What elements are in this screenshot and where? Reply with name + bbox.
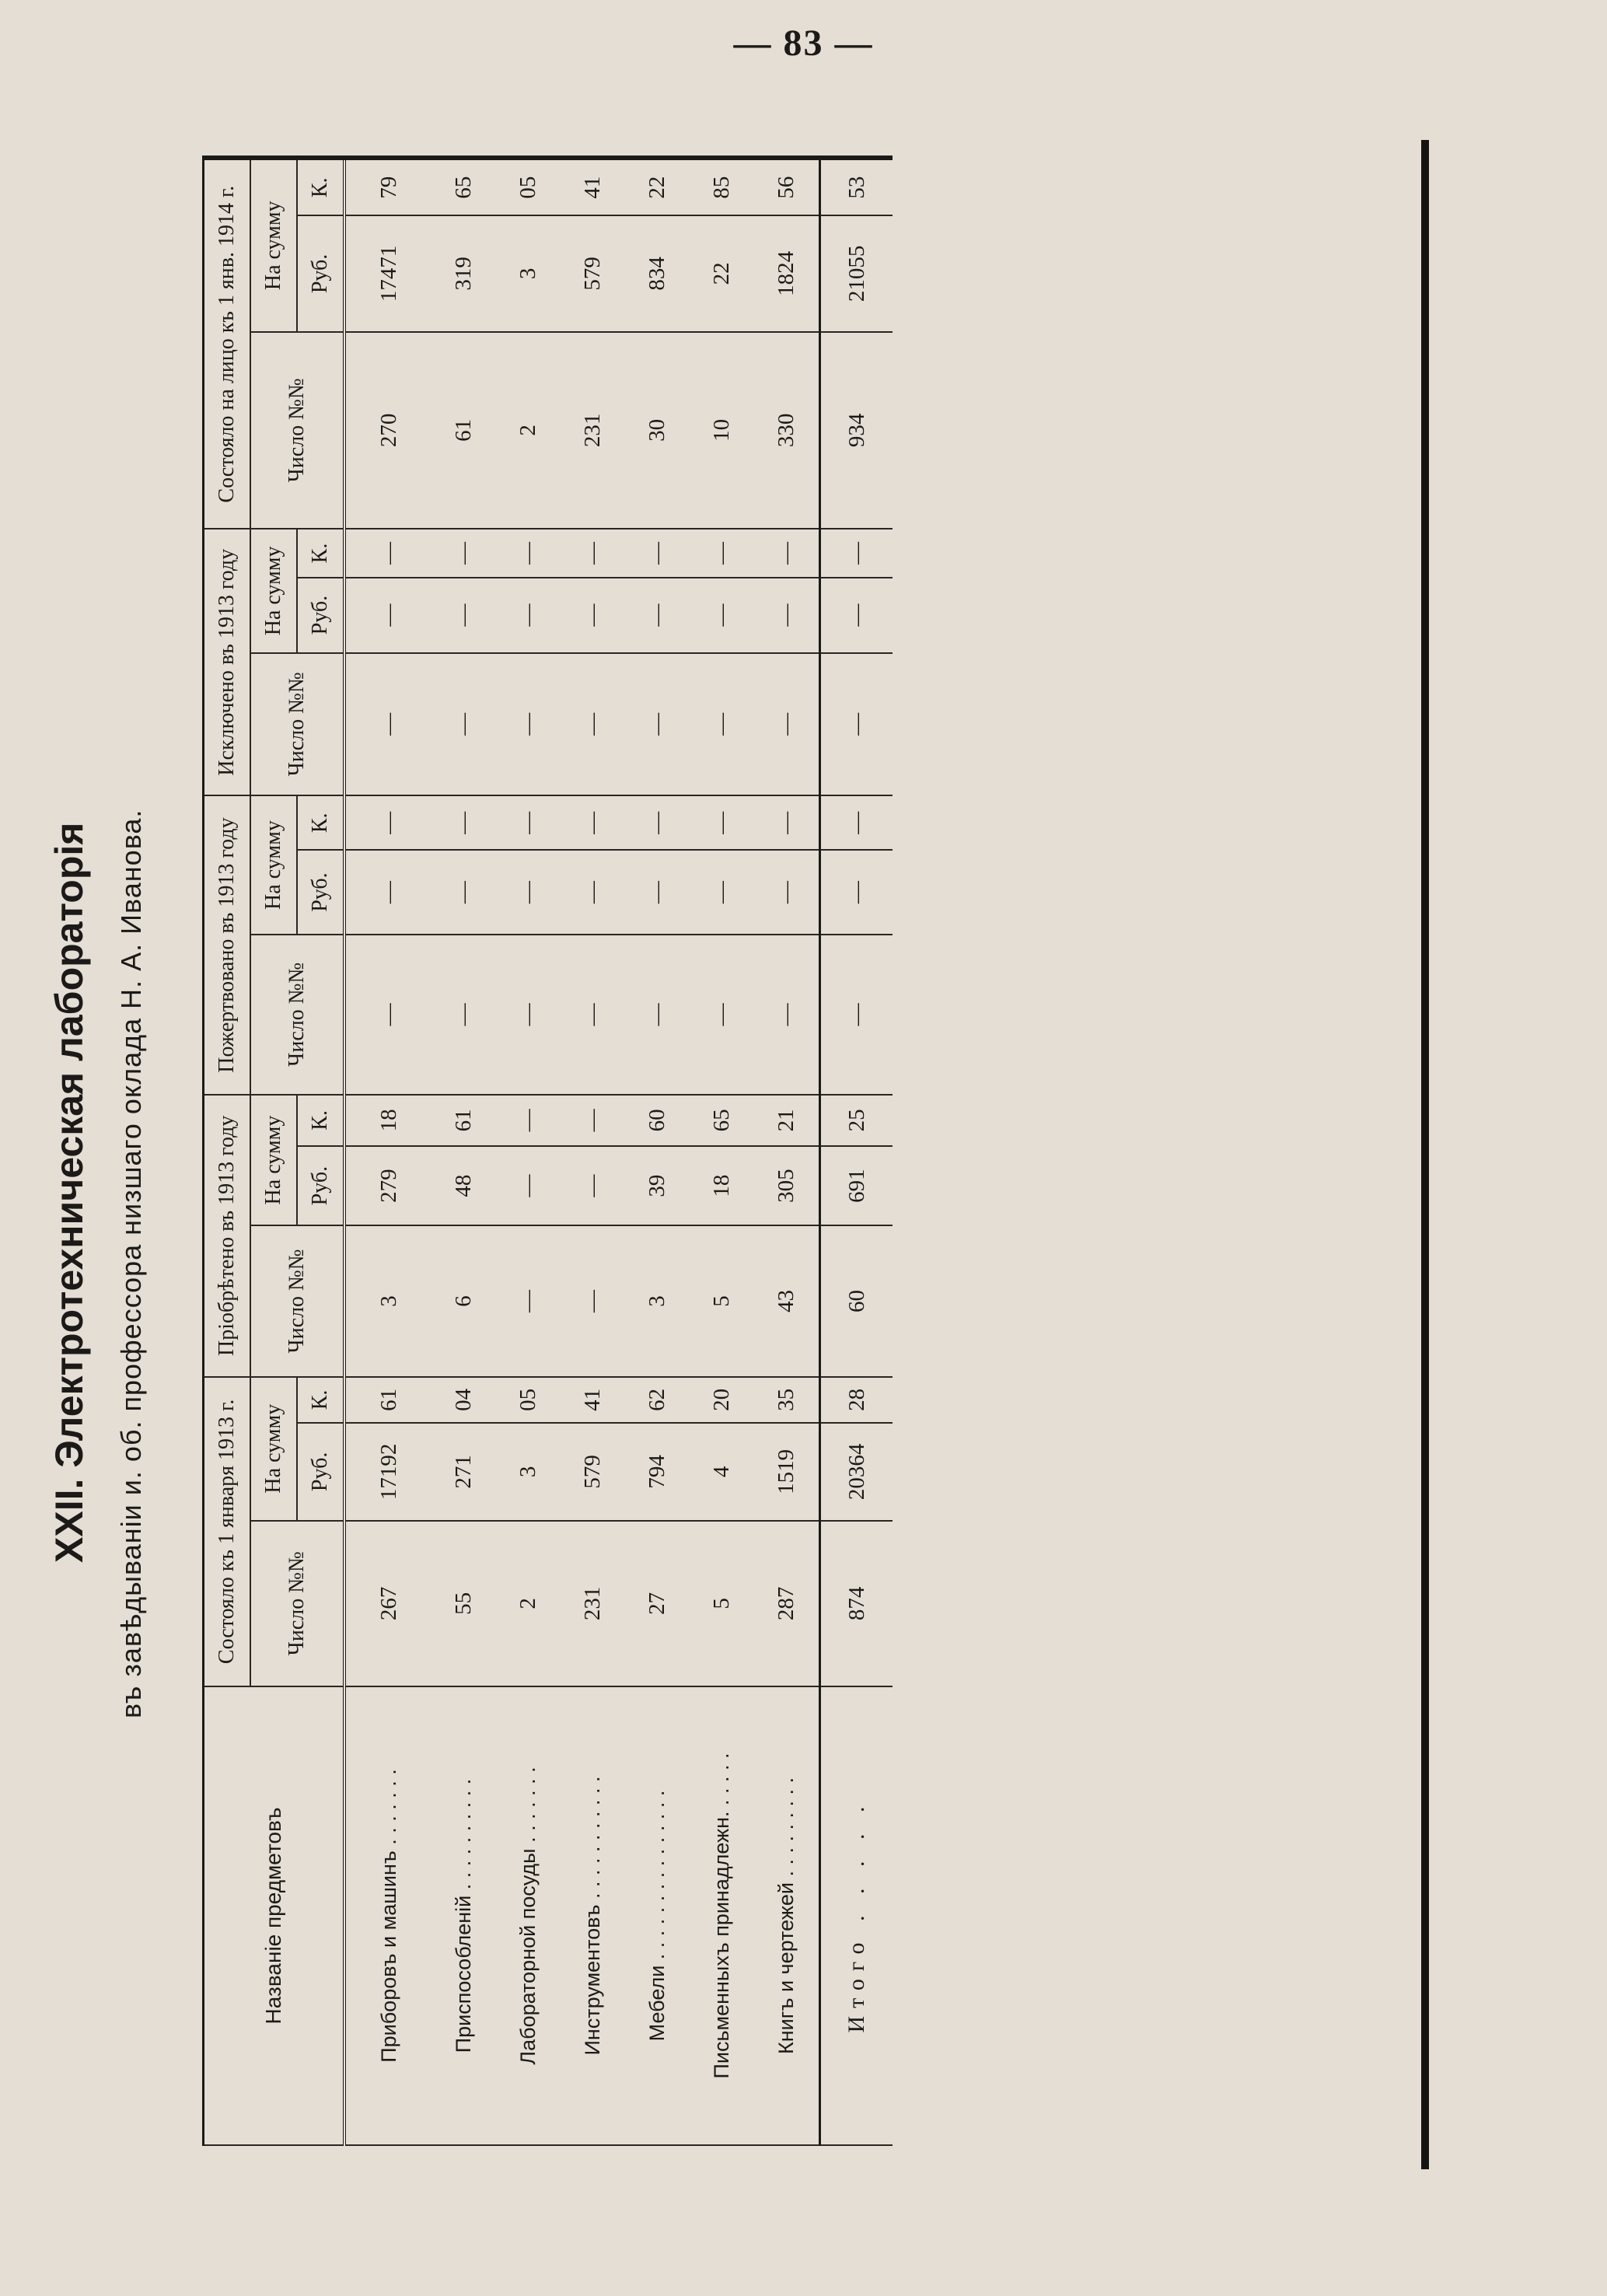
cell-rub: 305 bbox=[754, 1146, 820, 1225]
kop-header: К. bbox=[297, 1377, 344, 1423]
cell-kop: — bbox=[690, 529, 754, 577]
table-row bbox=[754, 158, 820, 2145]
cell-rub: — bbox=[625, 578, 690, 653]
sum-header: На сумму bbox=[250, 158, 297, 332]
cell-count: 231 bbox=[561, 1521, 625, 1686]
cell-count: 2 bbox=[496, 1521, 561, 1686]
total-count: — bbox=[820, 935, 893, 1095]
item-name: Письменныхъ принадлежн. . . . . . bbox=[690, 1686, 754, 2145]
count-header: Число №№ bbox=[250, 1521, 344, 1686]
cell-rub: — bbox=[690, 578, 754, 653]
cell-kop: 61 bbox=[344, 1377, 431, 1423]
kop-header: К. bbox=[297, 1095, 344, 1146]
table-total bbox=[820, 158, 893, 2145]
group-header-excluded-1913: Исключено въ 1913 году bbox=[204, 529, 251, 795]
total-label: Итого . . . . . bbox=[820, 1686, 893, 2145]
cell-count: 3 bbox=[625, 1225, 690, 1376]
cell-kop: 61 bbox=[431, 1095, 496, 1146]
cell-rub: 3 bbox=[496, 215, 561, 331]
cell-count: — bbox=[344, 935, 431, 1095]
group-header-start-1913: Состояло къ 1 января 1913 г. bbox=[204, 1377, 251, 1686]
total-count: 934 bbox=[820, 332, 893, 529]
kop-header: К. bbox=[297, 158, 344, 215]
table-row bbox=[431, 158, 496, 2145]
group-header-on-hand-1914: Состояло на лицо къ 1 янв. 1914 г. bbox=[204, 158, 251, 529]
cell-count: — bbox=[754, 935, 820, 1095]
total-rub: 20364 bbox=[820, 1423, 893, 1521]
cell-count: 30 bbox=[625, 332, 690, 529]
cell-count: — bbox=[561, 653, 625, 796]
item-name: Мебели . . . . . . . . . . . . . . . bbox=[625, 1686, 690, 2145]
cell-count: 3 bbox=[344, 1225, 431, 1376]
cell-count: 43 bbox=[754, 1225, 820, 1376]
count-header: Число №№ bbox=[250, 332, 344, 529]
page-number: — 83 — bbox=[733, 23, 874, 64]
item-name: Лабораторной посуды . . . . . . . bbox=[496, 1686, 561, 2145]
cell-rub: 17192 bbox=[344, 1423, 431, 1521]
cell-rub: 3 bbox=[496, 1423, 561, 1521]
cell-count: — bbox=[561, 935, 625, 1095]
rub-header: Руб. bbox=[297, 215, 344, 331]
cell-kop: 60 bbox=[625, 1095, 690, 1146]
name-column-header: Названіе предметовъ bbox=[204, 1686, 345, 2145]
cell-rub: — bbox=[754, 850, 820, 934]
cell-rub: 17471 bbox=[344, 215, 431, 331]
cell-count: 61 bbox=[431, 332, 496, 529]
cell-rub: 279 bbox=[344, 1146, 431, 1225]
cell-count: — bbox=[690, 935, 754, 1095]
inventory-table bbox=[202, 156, 893, 2146]
sum-header: На сумму bbox=[250, 1095, 297, 1225]
total-rub: — bbox=[820, 850, 893, 934]
cell-rub: 18 bbox=[690, 1146, 754, 1225]
cell-kop: — bbox=[561, 529, 625, 577]
cell-rub: — bbox=[431, 578, 496, 653]
count-header: Число №№ bbox=[250, 653, 344, 796]
cell-kop: — bbox=[754, 529, 820, 577]
table-row bbox=[690, 158, 754, 2145]
cell-count: 27 bbox=[625, 1521, 690, 1686]
total-kop: — bbox=[820, 529, 893, 577]
total-count: 874 bbox=[820, 1521, 893, 1686]
cell-rub: 579 bbox=[561, 1423, 625, 1521]
cell-kop: — bbox=[690, 795, 754, 850]
cell-rub: 319 bbox=[431, 215, 496, 331]
sum-header: На сумму bbox=[250, 795, 297, 935]
cell-kop: — bbox=[496, 529, 561, 577]
cell-kop: — bbox=[561, 1095, 625, 1146]
cell-count: 10 bbox=[690, 332, 754, 529]
cell-count: — bbox=[431, 653, 496, 796]
cell-count: 270 bbox=[344, 332, 431, 529]
total-row bbox=[820, 158, 893, 2145]
cell-kop: 56 bbox=[754, 158, 820, 215]
count-header: Число №№ bbox=[250, 935, 344, 1095]
cell-rub: — bbox=[431, 850, 496, 934]
total-kop: — bbox=[820, 795, 893, 850]
cell-rub: 39 bbox=[625, 1146, 690, 1225]
cell-kop: 22 bbox=[625, 158, 690, 215]
total-kop: 53 bbox=[820, 158, 893, 215]
cell-count: — bbox=[561, 1225, 625, 1376]
cell-count: 287 bbox=[754, 1521, 820, 1686]
cell-rub: — bbox=[754, 578, 820, 653]
cell-rub: 22 bbox=[690, 215, 754, 331]
cell-count: 6 bbox=[431, 1225, 496, 1376]
total-kop: 28 bbox=[820, 1377, 893, 1423]
item-name: Приспособленій . . . . . . . . . . bbox=[431, 1686, 496, 2145]
cell-rub: — bbox=[561, 578, 625, 653]
rub-header: Руб. bbox=[297, 850, 344, 934]
cell-kop: 05 bbox=[496, 158, 561, 215]
total-rub: 21055 bbox=[820, 215, 893, 331]
cell-rub: — bbox=[561, 1146, 625, 1225]
item-name: Книгъ и чертежей . . . . . . . . . bbox=[754, 1686, 820, 2145]
sum-header: На сумму bbox=[250, 529, 297, 652]
table-row bbox=[496, 158, 561, 2145]
total-rub: — bbox=[820, 578, 893, 653]
cell-rub: 1519 bbox=[754, 1423, 820, 1521]
cell-count: — bbox=[754, 653, 820, 796]
total-rub: 691 bbox=[820, 1146, 893, 1225]
cell-rub: 48 bbox=[431, 1146, 496, 1225]
cell-kop: — bbox=[754, 795, 820, 850]
cell-count: 231 bbox=[561, 332, 625, 529]
item-name: Инструментовъ . . . . . . . . . . . bbox=[561, 1686, 625, 2145]
count-header: Число №№ bbox=[250, 1225, 344, 1376]
total-kop: 25 bbox=[820, 1095, 893, 1146]
table-row bbox=[625, 158, 690, 2145]
table-row bbox=[561, 158, 625, 2145]
cell-kop: — bbox=[496, 795, 561, 850]
cell-kop: 35 bbox=[754, 1377, 820, 1423]
cell-count: 267 bbox=[344, 1521, 431, 1686]
cell-count: — bbox=[625, 935, 690, 1095]
heavy-rule bbox=[1421, 140, 1429, 2169]
cell-rub: — bbox=[496, 578, 561, 653]
sum-header: На сумму bbox=[250, 1377, 297, 1521]
cell-rub: — bbox=[344, 578, 431, 653]
cell-kop: 20 bbox=[690, 1377, 754, 1423]
total-count: — bbox=[820, 653, 893, 796]
table-row bbox=[344, 158, 431, 2145]
cell-kop: — bbox=[496, 1095, 561, 1146]
section-subtitle: въ завѣдываніи и. об. профессора низшаго оклада Н. А. Иванова. bbox=[115, 809, 147, 1718]
cell-rub: — bbox=[690, 850, 754, 934]
rotated-page-content bbox=[47, 140, 1431, 2169]
cell-rub: — bbox=[496, 850, 561, 934]
rub-header: Руб. bbox=[297, 1423, 344, 1521]
group-header-donated-1913: Пожертвовано въ 1913 году bbox=[204, 795, 251, 1095]
cell-count: — bbox=[496, 935, 561, 1095]
cell-rub: — bbox=[496, 1146, 561, 1225]
cell-count: 5 bbox=[690, 1521, 754, 1686]
cell-rub: 834 bbox=[625, 215, 690, 331]
kop-header: К. bbox=[297, 795, 344, 850]
cell-count: — bbox=[496, 1225, 561, 1376]
rub-header: Руб. bbox=[297, 578, 344, 653]
cell-kop: — bbox=[625, 529, 690, 577]
cell-count: — bbox=[625, 653, 690, 796]
cell-kop: — bbox=[431, 795, 496, 850]
cell-kop: 21 bbox=[754, 1095, 820, 1146]
cell-kop: — bbox=[561, 795, 625, 850]
group-header-acquired-1913: Пріобрѣтено въ 1913 году bbox=[204, 1095, 251, 1377]
rub-header: Руб. bbox=[297, 1146, 344, 1225]
item-name: Приборовъ и машинъ . . . . . . . bbox=[344, 1686, 431, 2145]
kop-header: К. bbox=[297, 529, 344, 577]
cell-kop: 79 bbox=[344, 158, 431, 215]
cell-kop: — bbox=[431, 529, 496, 577]
cell-kop: 41 bbox=[561, 158, 625, 215]
cell-kop: — bbox=[344, 529, 431, 577]
cell-rub: 271 bbox=[431, 1423, 496, 1521]
section-title: XXII. Электротехническая лабораторія bbox=[47, 822, 91, 1563]
cell-rub: — bbox=[561, 850, 625, 934]
cell-count: — bbox=[431, 935, 496, 1095]
cell-kop: 62 bbox=[625, 1377, 690, 1423]
cell-kop: 04 bbox=[431, 1377, 496, 1423]
cell-rub: — bbox=[344, 850, 431, 934]
cell-count: 330 bbox=[754, 332, 820, 529]
cell-count: 55 bbox=[431, 1521, 496, 1686]
cell-kop: 85 bbox=[690, 158, 754, 215]
cell-kop: 05 bbox=[496, 1377, 561, 1423]
cell-rub: 794 bbox=[625, 1423, 690, 1521]
cell-kop: — bbox=[344, 795, 431, 850]
cell-rub: 4 bbox=[690, 1423, 754, 1521]
cell-kop: 41 bbox=[561, 1377, 625, 1423]
table-body bbox=[344, 158, 820, 2145]
cell-rub: — bbox=[625, 850, 690, 934]
cell-count: 2 bbox=[496, 332, 561, 529]
cell-rub: 1824 bbox=[754, 215, 820, 331]
cell-kop: 65 bbox=[431, 158, 496, 215]
total-count: 60 bbox=[820, 1225, 893, 1376]
cell-rub: 579 bbox=[561, 215, 625, 331]
cell-count: 5 bbox=[690, 1225, 754, 1376]
cell-count: — bbox=[344, 653, 431, 796]
cell-kop: — bbox=[625, 795, 690, 850]
cell-count: — bbox=[690, 653, 754, 796]
cell-count: — bbox=[496, 653, 561, 796]
cell-kop: 18 bbox=[344, 1095, 431, 1146]
cell-kop: 65 bbox=[690, 1095, 754, 1146]
